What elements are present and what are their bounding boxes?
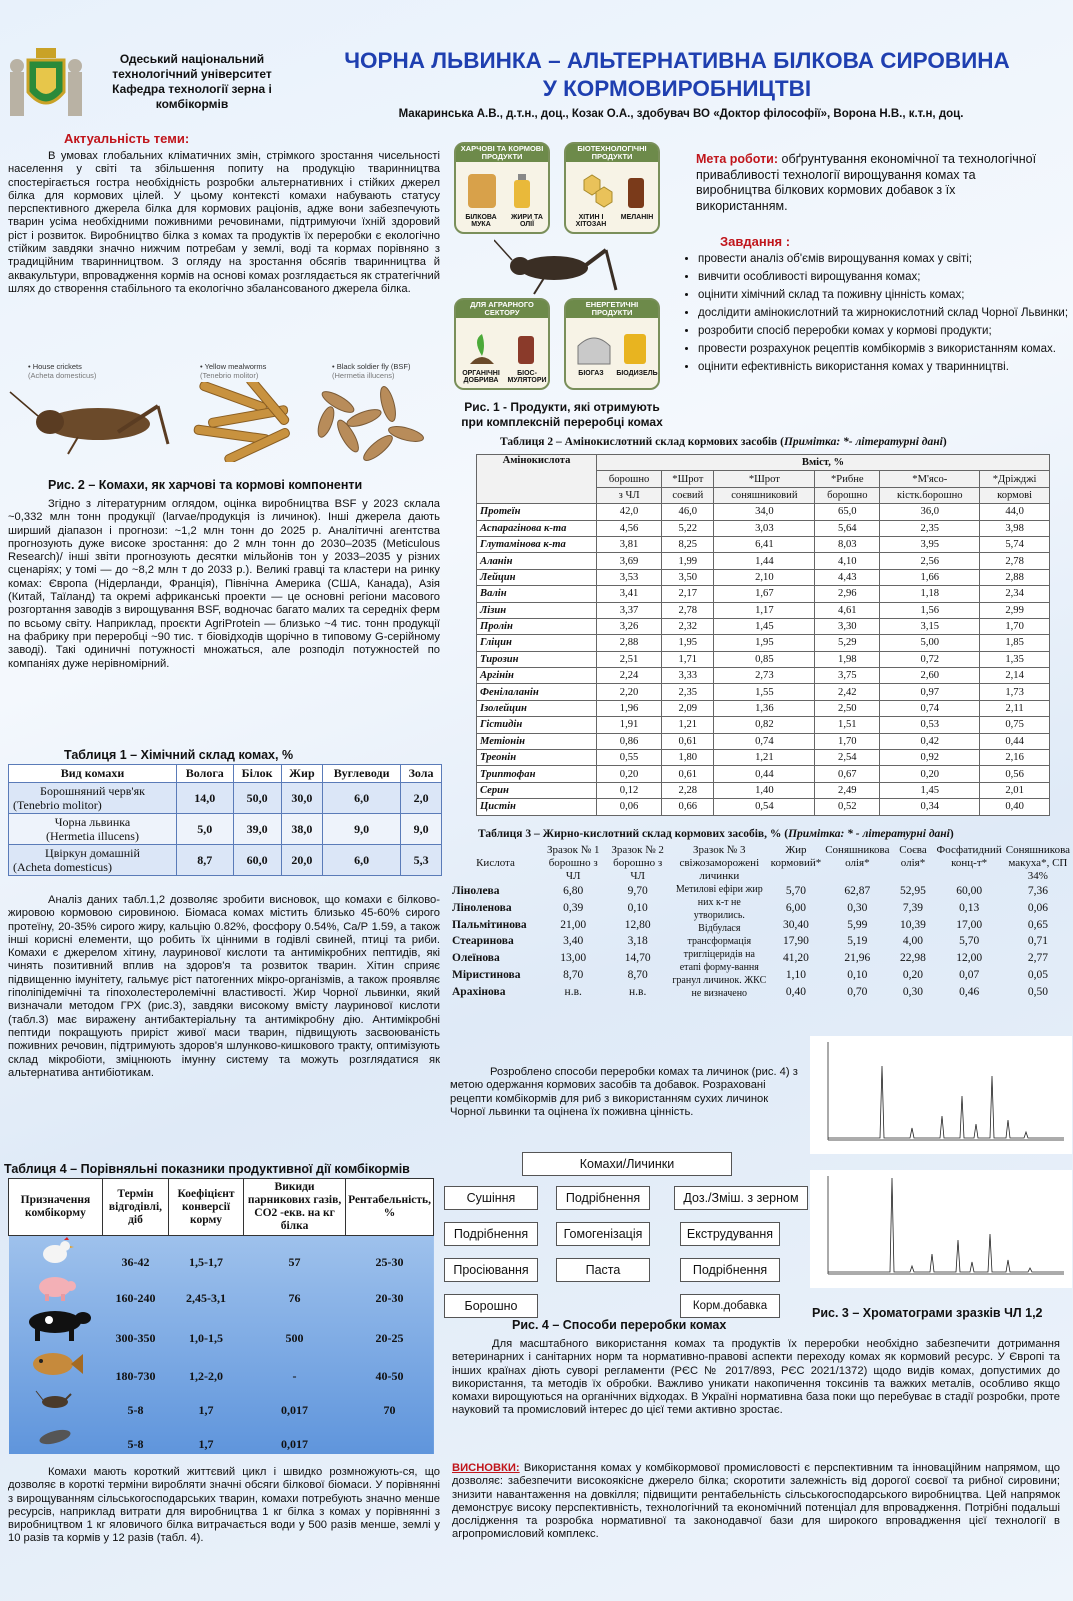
table3-fatty-acids: Кислота Зразок № 1 борошно з ЧЛ Зразок № 2 борошно з ЧЛ Зразок № 3 свіжозаморожені личинки Жир кормовий* Соняшникова олія* Соєва олія* Фосфатидний конц-т* Соняшникова макуха*, СП 34% Лінолева 6,80 9,70 Метилові ефіри жир них к-т не утворились. Відбулася трансформація тригліцеридів на етапі форму-вання гранул личинок. ЖКС не визначено 5,70 62,87 52,95 60,00 7,36 Ліноленова 0,39 0,10 6,00 0,30 7,39 0,13 0,06 Пальмітинова 21,00 12,80 30,40 5,99 10,39 17,00 0,65 Стеаринова 3,40 3,18 17,90 5,19 4,00 5,70 0,71 Олеїнова 13,00 14,70 41,20 21,96 22,98 12,00 2,77 Міристинова 8,70 8,70 1,10 0,10 0,20 0,07 0,05 Арахінова н.в. н.в. 0,40 0,70 0,30 0,46 0,50 [452,844,1070,999]
table-row: Пролін 3,26 2,32 1,45 3,30 3,15 1,70 [477,618,1050,634]
fig1-products-infographic [446,140,666,396]
biogas-icon [574,326,654,366]
table-row: Арахінова н.в. н.в. 0,40 0,70 0,30 0,46 0,50 [452,985,1048,998]
pig-icon [33,1272,77,1302]
table-row: Фенілаланін 2,20 2,35 1,55 2,42 0,97 1,73 [477,684,1050,700]
larva-icon [35,1426,75,1448]
flour-bag-icon [464,170,544,210]
flow-col2-node: Подрібнення [556,1186,650,1210]
insect-label-mealworm: • Yellow mealworms (Tenebrio molitor) [200,362,267,380]
table-row: 5-8 1,7 0,017 70 [9,1386,434,1420]
list-item: • провести розрахунок рецептів комбікормів з використанням комах. [698,342,1070,356]
fig1-group-energy: ЕНЕРГЕТИЧНІ ПРОДУКТИ БІОГАЗ БІОДИЗЕЛЬ [564,298,660,390]
table-row: Серин 0,12 2,28 1,40 2,49 1,45 2,01 [477,782,1050,798]
chromatogram-1 [810,1036,1072,1154]
table4-productivity [8,1178,434,1454]
bsf-larvae-photo [315,385,425,462]
flow-col1-node: Просіювання [444,1258,538,1282]
table2-body [477,504,1050,815]
table2-amino-acids: Амінокислота Вміст, % борошно *Шрот *Шрот *Рибне *М'ясо- *Дріжджі з ЧЛ соєвий соняшниковий борошно кістк.борошно кормові Протеїн 42,0 46,0 34,0 65,0 36,0 44,0 Аспарагінова к-та 4,56 5,22 3,03 5,64 2,35 3,98 Глутамінова к-та 3,81 8,25 6,41 8,03 3,95 5,74 Аланін 3,69 1,99 1,44 4,10 2,56 2,78 Лейцин 3,53 3,50 2,10 4,43 1,66 2,88 Валін 3,41 2,17 1,67 2,96 1,18 2,34 Лізин 3,37 2,78 1,17 4,61 1,56 2,99 Пролін 3,26 2,32 1,45 3,30 3,15 1,70 Гліцин 2,88 1,95 1,95 5,29 5,00 1,85 Тирозин 2,51 1,71 0,85 1,98 0,72 1,35 Аргінін 2,24 3,33 2,73 3,75 2,60 2,14 Фенілаланін 2,20 2,35 1,55 2,42 0,97 1,73 Ізолейцин 1,96 2,09 1,36 2,50 0,74 2,11 Гістидін 1,91 1,21 0,82 1,51 0,53 0,75 Метіонін 0,86 0,61 0,74 1,70 0,42 0,44 Треонін 0,55 1,80 1,21 2,54 0,92 2,16 Триптофан 0,20 0,61 0,44 0,67 0,20 0,56 Серин 0,12 2,28 1,40 2,49 1,45 2,01 Цистін 0,06 0,66 0,54 0,52 0,34 0,40 [476,454,1050,816]
table3-caption: Таблиця 3 – Жирно-кислотний склад кормових засобів, % (Примітка: * - літературні дані) [478,828,954,840]
table-row: Аспарагінова к-та 4,56 5,22 3,03 5,64 2,35 3,98 [477,520,1050,536]
list-item: • оцінити ефективність використання комах у тваринництві. [698,360,1070,374]
fig2-caption: Рис. 2 – Комахи, як харчові та кормові компоненти [48,478,363,492]
aim-heading: Мета роботи: [696,152,779,166]
fig1-group-food: ХАРЧОВІ ТА КОРМОВІ ПРОДУКТИ БІЛКОВА МУКА ЖИРИ ТА ОЛІЇ [454,142,550,234]
analysis-text: Аналіз даних табл.1,2 дозволяє зробити висновок, що комахи є білково-жировою кормовою сировиною. Біомаса комах містить близько 45-60% сирого протеїну, 20-35% сирого жиру, кальцію 0.82%, фосфору 0.54%, Ca/P 1.59, а також інші корисні елементи, що робить їх цінними в годівлі свиней, птиці та риби. Комахи є джерелом хітину, лауринової кислоти та антимікробних пептидів, які чинять позитивний вплив на здоров'я та розвиток тварин. Хітин сприяє підвищенню імунітету, гальмує ріст патогенних мікро-організмів, а також проявляє гіполіпідемічні та гіпохолестеролемічні властивості. Жир Чорної львинки, який визначали методом ГРХ (рис.3), завдяки високому вмісту лауринової кислоти (табл.3) має виражену антибактеріальну та антимікробну дію. Антимікробні пептиди покращують приріст живої маси тварин, підвищують засвоюваність поживних речовин, підтримують здоров'я шлунково-кишкового тракту, оптимізують склад мікробіоти, зміцнюють імунну систему та можуть розглядатися як альтернатива антибіотикам. [8,894,440,1079]
table-row: Аланін 3,69 1,99 1,44 4,10 2,56 2,78 [477,553,1050,569]
chicken-icon [35,1236,75,1266]
flow-col3-node: Корм.добавка [680,1294,780,1318]
mealworm-photo [194,382,291,462]
fig1-group-agro: ДЛЯ АГРАРНОГО СЕКТОРУ ОРГАНІЧНІ ДОБРИВА БІОС-МУЛЯТОРИ [454,298,550,390]
aim-block [696,152,1042,214]
table-row: Гістидін 1,91 1,21 0,82 1,51 0,53 0,75 [477,717,1050,733]
table-row: 160-240 2,45-3,1 76 20-30 [9,1272,434,1308]
relevance-text: В умовах глобальних кліматичних змін, стрімкого зростання чисельності населення у світі та збільшення попиту на продукцію тваринництва спостерігається гостра необхідність розробки альтернативних і стійких джерел білка для кормових цілей. У цьому контексті комахи набувають статусу перспективного джерела білка для кормових раціонів, адже вони забезпечують тварин усіма необхідними поживними речовинами, підтримуючи їхній здоровий ріст і розвиток. Виробництво білка з комах та продуктів їх переробки є екологічно стійким завдяки значно нижчим потребам у землі, воді та кормах порівняно з традиційним тваринництвом. З огляду на зростання обсягів тваринництва й аквакультури, впровадження кормів на основі комах розглядається як стратегічний шлях до створення стабільного та екологічно збалансованого джерела білка. [8,150,440,295]
chromatogram-2 [810,1170,1072,1288]
insect-photos [8,382,440,462]
poster-title-line2: У КОРМОВИРОБНИЦТВІ [542,76,812,101]
table-row: Протеїн 42,0 46,0 34,0 65,0 36,0 44,0 [477,504,1050,520]
table-row: Глутамінова к-та 3,81 8,25 6,41 8,03 3,95 5,74 [477,536,1050,552]
table-row: Пальмітинова 21,00 12,80 30,40 5,99 10,39 17,00 0,65 [452,918,1048,931]
flow-col3-node: Подрібнення [680,1258,780,1282]
table-row: Аргінін 2,24 3,33 2,73 3,75 2,60 2,14 [477,668,1050,684]
flow-col1-node: Борошно [444,1294,538,1318]
flow-col3-node: Екструдування [680,1222,780,1246]
cricket-icon [35,1388,75,1414]
table-row: 36-42 1,5-1,7 57 25-30 [9,1236,434,1273]
processing-text: Розроблено способи переробки комах та личинок (рис. 4) з метою одержання кормових засобів та добавок. Розраховані рецепти комбікормів для риб з використанням сухих личинок Чорної львинки та оцінена їх поживна цінність. [450,1066,798,1118]
fertilizer-icon [464,326,544,366]
table3-body [450,883,1072,1000]
table-row: Ізолейцин 1,96 2,09 1,36 2,50 0,74 2,11 [477,700,1050,716]
table-row: Цистін 0,06 0,66 0,54 0,52 0,34 0,40 [477,799,1050,815]
table-row: Стеаринова 3,40 3,18 17,90 5,19 4,00 5,70 0,71 [452,935,1048,948]
table-row: Чорна львинка (Hermetia illucens) 5,0 39,0 38,0 9,0 9,0 [9,814,442,845]
table-row: Валін 3,41 2,17 1,67 2,96 1,18 2,34 [477,586,1050,602]
tasks-list [686,252,1070,378]
table-row: Лейцин 3,53 3,50 2,10 4,43 1,66 2,88 [477,569,1050,585]
flow-col2-node: Паста [556,1258,650,1282]
table-row: Цвіркун домашній (Acheta domesticus) 8,7 60,0 20,0 6,0 5,3 [9,845,442,876]
table-row: Міристинова 8,70 8,70 1,10 0,10 0,20 0,07 0,05 [452,968,1048,981]
tasks-heading: Завдання : [720,234,791,249]
flow-col1-node: Сушіння [444,1186,538,1210]
flow-col1-node: Подрібнення [444,1222,538,1246]
sample3-note: Метилові ефіри жир них к-т не утворились. Відбулася трансформація тригліцеридів на етапі форму-вання гранул личинок. ЖКС не визначено [672,884,767,999]
chitin-icon [574,170,654,210]
table4-caption: Таблиця 4 – Порівняльні показники продуктивної дії комбікормів [4,1162,410,1176]
fig4-caption: Рис. 4 – Способи переробки комах [512,1318,727,1332]
list-item: • розробити спосіб переробки комах у кормові продукти; [698,324,1070,338]
insect-labels [12,362,442,382]
table-row: Гліцин 2,88 1,95 1,95 5,29 5,00 1,85 [477,635,1050,651]
table2-caption: Таблиця 2 – Амінокислотний склад кормових засобів (Примітка: *- літературні дані) [500,436,947,448]
conclusions-text: Використання комах у комбікормової промисловості є перспективним та інноваційним напрямом, що дозволяє: забезпечити високоякісне джерело білка; скоротити залежність від дорогої соєвої та рибної сировини; знизити навантаження на довкілля; підвищити рентабельність сільськогосподарського виробництва. Цей напрямок демонструє високу перспективність, технологічний та економічний потенціал для впровадження. Потрібні подальші дослідження та розробка нормативної та законодавчої бази для широкого впровадження цієї технології в агропромисловий комплекс. [452,1462,1060,1541]
table1-header-row: Вид комахи Волога Білок Жир Вуглеводи Зола [9,765,442,783]
table1-caption: Таблиця 1 – Хімічний склад комах, % [64,748,294,762]
flow-col2-node: Гомогенізація [556,1222,650,1246]
cow-icon [17,1308,93,1342]
university-name: Одеський національний технологічний університет Кафедра технології зерна і комбікормів [112,52,272,111]
list-item: • провести аналіз об'ємів вирощування комах у світі; [698,252,1070,266]
table-row: Триптофан 0,20 0,61 0,44 0,67 0,20 0,56 [477,766,1050,782]
table-row: Треонін 0,55 1,80 1,21 2,54 0,92 2,16 [477,750,1050,766]
table-row: Лінолева 6,80 9,70 Метилові ефіри жир них к-т не утворились. Відбулася трансформація тригліцеридів на етапі форму-вання гранул личинок. ЖКС не визначено 5,70 62,87 52,95 60,00 7,36 [452,884,1048,999]
table-row: Тирозин 2,51 1,71 0,85 1,98 0,72 1,35 [477,651,1050,667]
table-row: Олеїнова 13,00 14,70 41,20 21,96 22,98 12,00 2,77 [452,952,1048,965]
table-row: Борошняний черв'як (Tenebrio molitor) 14,0 50,0 30,0 6,0 2,0 [9,783,442,814]
table-row: Лізин 3,37 2,78 1,17 4,61 1,56 2,99 [477,602,1050,618]
flow-col3-node: Доз./Зміш. з зерном [674,1186,808,1210]
insect-label-bsf: • Black soldier fly (BSF) (Hermetia illucens) [332,362,411,380]
lifecycle-text: Комахи мають короткий життєвий цикл і швидко розмножують-ся, що дозволяє в короткі терміни виробляти значні обсяги білкової біомаси. У порівнянні з вирощуванням сільськогосподарських тварин, комахи потребують значно менше ресурсів, наприклад витрати для виробництва 1 кг білка з комах у порівнянні з виробництвом 1 кг яловичого білка витрачається води у 500 разів менше, землі у 10 разів та кормів у 12 разів (табл. 4). [8,1466,440,1545]
cricket-center-icon [494,236,624,296]
table4-header-row: Призначення комбікорму Термін відгодівлі, діб Коефіцієнт конверсії корму Викиди парникових газів, CO2 -екв. на кг білка Рентабельність, % [9,1179,434,1236]
relevance-heading: Актуальність теми: [64,131,190,146]
table-row: Ліноленова 0,39 0,10 6,00 0,30 7,39 0,13 0,06 [452,902,1048,915]
table-row: Метіонін 0,86 0,61 0,74 1,70 0,42 0,44 [477,733,1050,749]
bsf-market-text: Згідно з літературним оглядом, оцінка виробництва BSF у 2023 склала ~0,332 млн тонн продукції (larvae/продукція із личинок). Інші джерела дають ширший діапазон і прогнози: ~1,2 млн тонн до 2025 р. Аналітичні агентства прогнозують дуже високе зростання: до 2 млн тонн до 2030–2035 (Meticulous Research)/ інші звіти прогнозують десятки мільйонів тон у 2033–2035 у різних сценаріях; у томі — до ~8,2 млн т до 2033 р.). Великі гравці та кластери на ринку комах: Європа (Нідерланди, Франція), Північна Америка (США, Канада), Азія (Китай, Таїланд) та окремі африканські проекти — це основні регіони масового розгортання заводів з вирощування BSF, водночас багато малих та середніх ферм по всьому світу. Наприклад, проєкти AgriProtein — близько ~4 тис. тонн продукції на фабрику при переробці ~90 тис. т біовідходів щорічно в типовому G-серійному заводі). Такі одиничні потужності множаться, але розподіл потужностей по компаніях дуже нерівномірний. [8,498,440,670]
conclusions-heading: ВИСНОВКИ: [452,1462,520,1474]
insect-label-cricket: • House crickets (Acheta domesticus) [28,362,97,380]
fig1-group-biotech: БІОТЕХНОЛОГІЧНІ ПРОДУКТИ ХІТИН І ХІТОЗАН МЕЛАНІН [564,142,660,234]
fish-icon [25,1348,85,1380]
poster-title-line1: ЧОРНА ЛЬВИНКА – АЛЬТЕРНАТИВНА БІЛКОВА СИРОВИНА [344,48,1010,73]
regulation-text: Для масштабного використання комах та продуктів їх переробки необхідно забезпечити дотримання ветеринарних і санітарних норм та нормативно-правові аспекти переходу комах як кормовий ресурс. У Європі та інших країнах діють суворі регламенти (РЄС № 2017/893, РЄС 2021/1372) щодо видів комах, допустимих до використання, та методів їх обробки. Важливо уникати накопичення токсинів та важких металів, особливо якщо комахи вирощуються на органічних відходах. В Україні нормативна база поки що перебуває в стадії розробки, проте науковий та промисловий інтерес до цієї теми активно зростає. [452,1338,1060,1417]
flow-top-node: Комахи/Личинки [522,1152,732,1176]
table-row: 300-350 1,0-1,5 500 20-25 [9,1308,434,1348]
cricket-photo [10,392,168,454]
list-item: • вивчити особливості вирощування комах; [698,270,1070,284]
list-item: • оцінити хімічний склад та поживну цінність комах; [698,288,1070,302]
conclusions [452,1462,1060,1598]
list-item: • дослідити амінокислотний та жирнокислотний склад Чорної Львинки; [698,306,1070,320]
fig3-caption: Рис. 3 – Хроматограми зразків ЧЛ 1,2 [812,1306,1043,1320]
university-logo [0,42,92,124]
fig1-caption: Рис. 1 - Продукти, які отримують при комплексній переробці комах [461,400,663,429]
authors: Макаринська А.В., д.т.н., доц., Козак О.А., здобувач ВО «Доктор філософії», Ворона Н.В., к.т.н, доц. [398,108,964,120]
table1-chemical-composition [8,764,442,876]
aim-text: обґрунтування економічної та технологічної привабливості технології вирощування комах та виробництва білкових кормових добавок з їх використанням. [696,152,1037,213]
table-row: 5-8 1,7 0,017 [9,1420,434,1454]
table-row: 180-730 1,2-2,0 - 40-50 [9,1348,434,1386]
